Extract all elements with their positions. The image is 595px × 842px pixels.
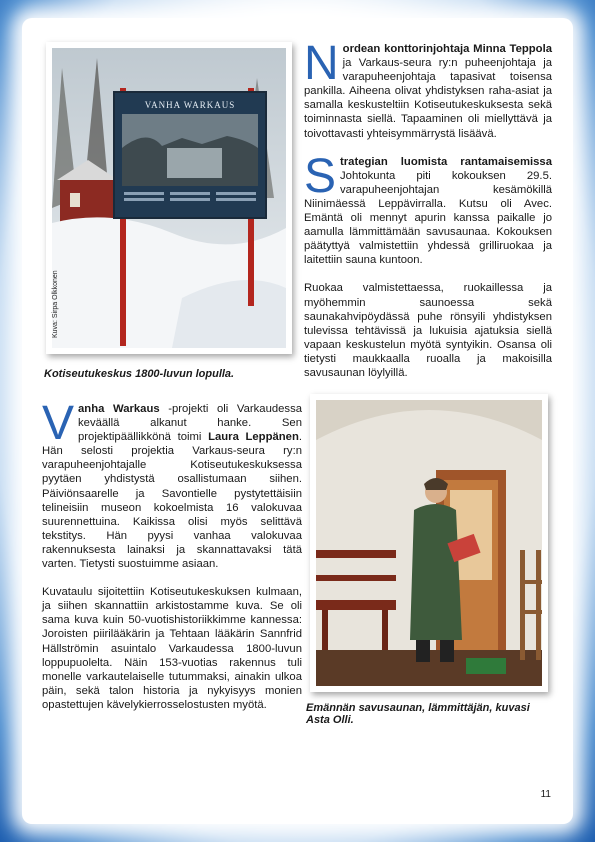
paragraph-ruokaa: Ruokaa valmistettaessa, ruokaillessa ja myöhemmin saunoessa sekä saunakahvipöydässä puhe rönsyili yhdistyksen tulevissa tehtävissä ja lukuisia ajatuksia siellä vapaan keskustelun myötä syntyikin. Osansa oli tietysti maukkaalla ruoalla ja makoisilla savusaunan löylyillä.	[304, 282, 552, 379]
photo-credit: Kuva: Sirpa Olkkonen	[52, 270, 59, 338]
photo-sign-in-snow	[52, 48, 286, 348]
drop-cap: S	[304, 149, 337, 203]
drop-cap: N	[304, 37, 339, 90]
drop-cap: V	[42, 397, 75, 450]
photo-sauna-interior	[316, 400, 542, 686]
right-column	[304, 37, 552, 727]
paragraph-vanha-warkaus: Vanha Warkaus -projekti oli Varkaudessa keväällä alkanut hanke. Sen projektipäällikkönä toimi Laura Leppänen. Hän selosti projektia Varkaus-seura ry:n varapuheenjohtajalle Kotiseutukeskuksessa pyytäen yhdistystä osallistumaan siihen. Päiviönsaarelle ja Savontielle pystytettäisiin telineisiin museon kokoelmista 16 valokuvaa suurennettuina. Kaikissa olisi myös selittävä tekstitys. Hän pyysi vanhaa valokuvaa rakennuksesta lainaksi ja skannattavaksi tätä varten. Tietysti suostuimme asiaan.	[42, 397, 303, 571]
paragraph-nordea: Nordean konttorinjohtaja Minna Teppola ja Varkaus-seura ry:n puheenjohtaja ja varapuheenjohtaja tapasivat toisensa pankilla. Aiheena olivat yhdistyksen raha-asiat ja samalla keskusteltiin Kotiseutukeskuksesta sekä toiminnasta siellä. Tapaaminen oli miellyttävä ja toivottavasti yhteisymmärrystä lisäävä.	[304, 37, 552, 140]
photo-caption-2: Emännän savusaunan, lämmittäjän, kuvasi Asta Olli.	[306, 702, 530, 727]
sign-title: VANHA WARKAUS	[144, 100, 236, 110]
photo-savusauna	[310, 394, 548, 692]
page-number: 11	[540, 789, 551, 800]
photo-kotiseutukeskus	[46, 42, 292, 354]
paragraph-strategia: Strategian luomista rantamaisemissa Johtokunta piti kokouksen 29.5. varapuheenjohtajan kesämökillä Niinimäessä Leppävirralla. Kutsu oli Avec. Emäntä oli mennyt apurin kanssa paikalle jo aamulla lämmittämään savusaunaa. Kokouksen päätyttyä valmistettiin yhdessä grilliruokaa ja laitettiin sauna kuntoon.	[304, 149, 552, 267]
photo-caption-1: Kotiseutukeskus 1800-luvun lopulla.	[44, 368, 235, 380]
page	[22, 18, 573, 824]
left-column	[42, 42, 302, 712]
paragraph-kuvataulu: Kuvataulu sijoitettiin Kotiseutukeskuksen kulmaan, ja siihen skannattiin arkistostamme kuva. Se oli sama kuva kuin 50-vuotishistoriikkimme kannessa: Joroisten piirilääkärin ja Tehtaan lääkärin Sannfrid Hällströmin asuintalo Varkaudessa 1800-luvun loppupuolelta. Näin 153-vuotias rakennus tuli monelle varkautelaiselle tutummaksi, ainakin ulkoa päin, sekä talon historia ja nykyisyys monien opastettujen kävelykierrosselostusten myötä.	[42, 586, 302, 711]
